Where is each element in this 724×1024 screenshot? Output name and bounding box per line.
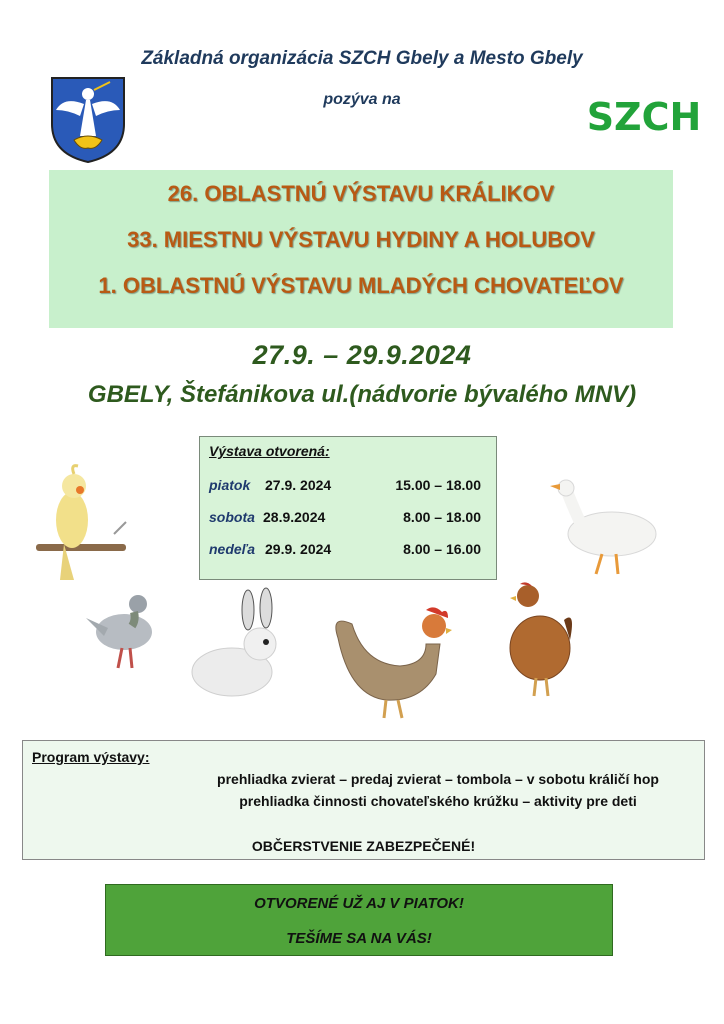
program-box xyxy=(22,740,705,860)
pigeon-image xyxy=(84,586,160,672)
hours-date: 28.9.2024 xyxy=(263,509,326,525)
rooster-image xyxy=(330,604,452,720)
program-line-2: prehliadka činnosti chovateľského krúžku – aktivity pre deti xyxy=(239,793,637,809)
exhibition-titles-box xyxy=(49,170,673,328)
hours-row xyxy=(209,541,493,559)
szch-logo-text: SZCH xyxy=(586,95,702,139)
title-young-breeders: 1. OBLASTNÚ VÝSTAVU MLADÝCH CHOVATEĽOV xyxy=(98,273,624,298)
goose-image xyxy=(546,474,662,578)
program-title: Program výstavy: xyxy=(32,749,150,765)
szch-logo xyxy=(586,80,702,152)
open-friday-text: OTVORENÉ UŽ AJ V PIATOK! xyxy=(254,895,464,912)
hours-row xyxy=(209,477,493,495)
event-place: GBELY, Štefánikova ul.(nádvorie bývalého MNV) xyxy=(87,381,637,408)
hours-date: 27.9. 2024 xyxy=(265,477,332,493)
title-poultry-pigeons: 33. MIESTNU VÝSTAVU HYDINY A HOLUBOV xyxy=(127,227,595,252)
refreshments-note: OBČERSTVENIE ZABEZPEČENÉ! xyxy=(251,838,476,854)
hours-day: piatok xyxy=(209,477,251,493)
organizer-line: Základná organizácia SZCH Gbely a Mesto Gbely xyxy=(141,48,583,69)
cockatiel-image xyxy=(34,464,130,584)
gbely-coat-of-arms xyxy=(50,76,126,164)
hours-date: 29.9. 2024 xyxy=(265,541,332,557)
hours-time: 8.00 – 18.00 xyxy=(403,509,481,525)
looking-forward-text: TEŠÍME SA NA VÁS! xyxy=(286,930,432,947)
hours-row xyxy=(209,509,493,527)
hen-image xyxy=(504,580,576,700)
event-dates: 27.9. – 29.9.2024 xyxy=(252,340,472,370)
hours-day: nedeľa xyxy=(209,541,256,557)
hours-time: 8.00 – 16.00 xyxy=(403,541,481,557)
hours-time: 15.00 – 18.00 xyxy=(395,477,481,493)
program-line-1: prehliadka zvierat – predaj zvierat – tombola – v sobotu králičí hop xyxy=(217,771,659,787)
invite-text: pozýva na xyxy=(323,91,401,108)
rabbit-image xyxy=(186,592,282,702)
opening-hours-title: Výstava otvorená: xyxy=(209,443,330,459)
title-rabbits: 26. OBLASTNÚ VÝSTAVU KRÁLIKOV xyxy=(167,181,555,206)
hours-day: sobota xyxy=(209,509,255,525)
opening-hours-box xyxy=(199,436,497,580)
open-friday-box xyxy=(105,884,613,956)
